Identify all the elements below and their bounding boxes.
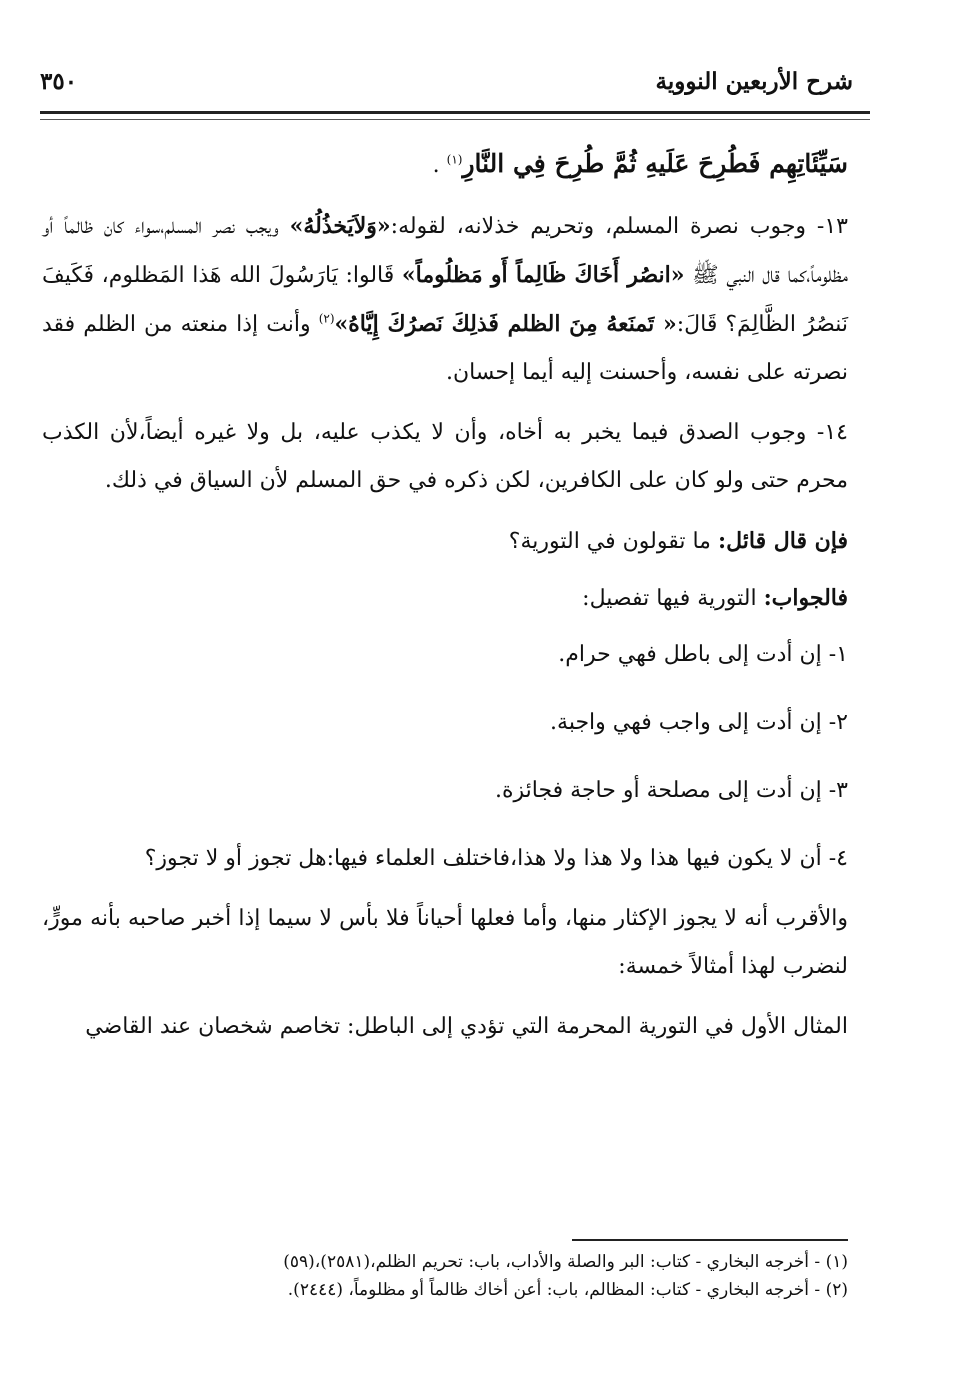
- footnote-ref-1: (١): [446, 152, 463, 167]
- main-text: [42, 140, 848, 1063]
- list-item: ١- إن أدت إلى باطل فهي حرام.: [558, 642, 848, 667]
- question-line: [42, 517, 848, 566]
- question-lead: فإن قال قائل:: [717, 528, 848, 554]
- point-13-question: قَالوا: يَارَسُولَ الله هَذا المَظلوم، فَكَيفَ نَنصُرُ الظَّالِمَ؟ قَالَ:: [42, 263, 848, 337]
- answer-line: [42, 574, 848, 623]
- header-divider: [40, 111, 870, 120]
- closest-opinion: والأقرب أنه لا يجوز الإكثار منها، وأما فعلها أحياناً فلا بأس لا سيما إذا أخبر صاحبه بأنه مورٍّ، لنضرب لهذا أمثالاً خمسة:: [42, 906, 848, 979]
- footnotes: [42, 1248, 848, 1304]
- answer-text: التورية فيها تفصيل:: [582, 586, 764, 611]
- footnote-ref-2: (٢): [318, 311, 335, 326]
- list-item: ٢- إن أدت إلى واجب فهي واجبة.: [550, 710, 848, 735]
- hadith-quote-2: «انصُر أَخَاكَ ظَالِماً أَو مَظلُوماً»: [401, 262, 685, 288]
- book-title: شرح الأربعين النووية: [655, 68, 853, 95]
- list-item: ٤- أن لا يكون فيها هذا ولا هذا ولا هذا،فاختلف العلماء فيها:هل تجوز أو لا تجوز؟: [144, 846, 848, 871]
- hadith-quote-1: «وَلاَيَخذُلُهُ»: [289, 213, 391, 239]
- question-text: ما تقولون في التورية؟: [508, 529, 718, 554]
- page-number: ٣٥٠: [40, 68, 78, 95]
- point-13-end: وأنت إذا منعته من الظلم فقد نصرته على نفسه، وأحسنت إليه أيما إحسان.: [42, 312, 848, 385]
- opening-end: .: [432, 153, 447, 178]
- footnote-2: (٢) - أخرجه البخاري - كتاب: المظالم، باب: أعن أخاك ظالماً أو مظلوماً، (٢٤٤٤).: [287, 1280, 848, 1300]
- footnote-1: (١) - أخرجه البخاري - كتاب: البر والصلة والأداب، باب: تحريم الظلم،(٢٥٨١)،(٥٩): [283, 1252, 848, 1272]
- hadith-ending: سَيِّئَاتِهِم فَطُرِحَ عَلَيهِ ثُمَّ طُرِحَ فِي النَّارِ: [462, 149, 848, 178]
- answer-lead: فالجواب:: [763, 585, 848, 611]
- point-13-start: ١٣- وجوب نصرة المسلم، وتحريم خذلانه، لقوله:: [390, 214, 848, 239]
- footnote-divider: [572, 1239, 848, 1241]
- point-14: ١٤- وجوب الصدق فيما يخبر به أخاه، وأن لا يكذب عليه، بل ولا غيره أيضاً،لأن الكذب محرم حتى ولو كان على الكافرين، لكن ذكره في حق المسلم لأن السياق في ذلك.: [42, 420, 848, 493]
- hadith-quote-3: « تَمنَعهُ مِنَ الظلم فَذلِكَ نَصرُكَ إِيَّاهُ»: [334, 311, 677, 337]
- first-example: المثال الأول في التورية المحرمة التي تؤدي إلى الباطل: تخاصم شخصان عند القاضي: [85, 1014, 848, 1039]
- point-13: [42, 202, 848, 397]
- opening-line: [42, 140, 848, 190]
- running-header: [40, 60, 853, 104]
- list-item: ٣- إن أدت إلى مصلحة أو حاجة فجائزة.: [494, 778, 848, 803]
- point-13-mid: ويجب نصر المسلم،سواء كان ظالماً أو مظلوماً،كما قال النبي ﷺ: [42, 214, 848, 288]
